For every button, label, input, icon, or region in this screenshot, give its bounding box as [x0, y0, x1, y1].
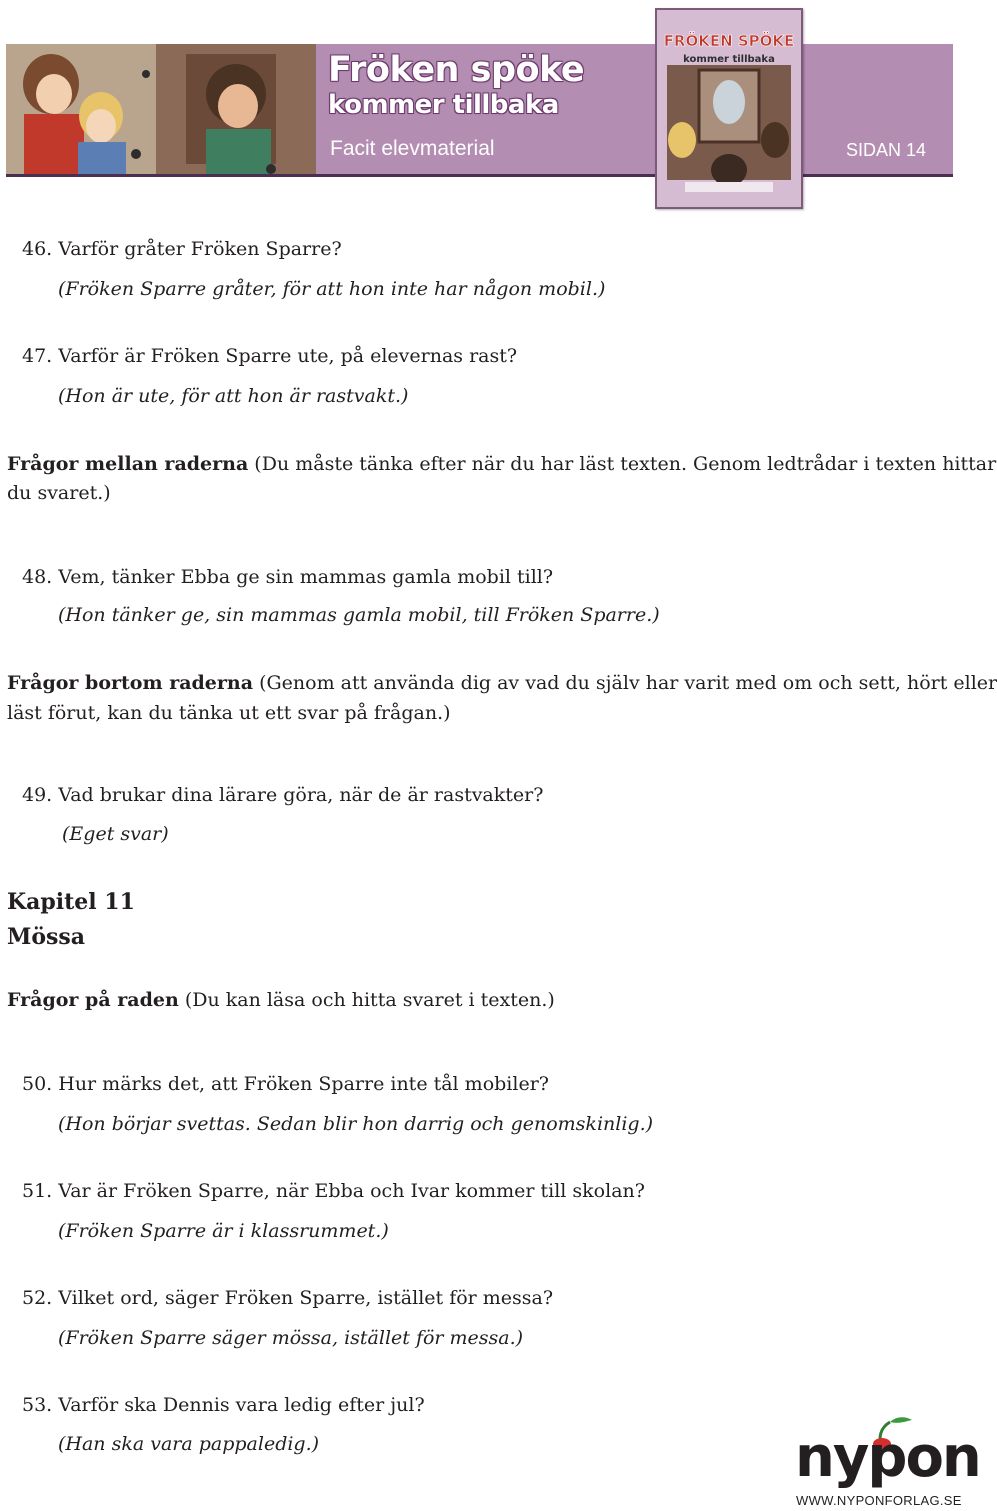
answer-48: (Hon tänker ge, sin mammas gamla mobil, till Fröken Sparre.) [58, 604, 660, 626]
book-cover-title: FRÖKEN SPÖKE [663, 32, 795, 50]
question-50: 50. Hur märks det, att Fröken Sparre inte tål mobiler? [22, 1073, 549, 1095]
answer-53: (Han ska vara pappaledig.) [58, 1433, 320, 1455]
chapter-heading: Kapitel 11 [7, 889, 135, 915]
answer-47: (Hon är ute, för att hon är rastvakt.) [58, 385, 409, 407]
question-46: 46. Varför gråter Fröken Sparre? [22, 238, 342, 260]
publisher-url: WWW.NYPONFORLAG.SE [796, 1493, 962, 1508]
header-illustration [6, 44, 316, 175]
chapter-title: Mössa [7, 924, 86, 950]
header-rule [6, 174, 953, 177]
section-instructions: (Genom att använda dig av vad du själv har varit med om och sett, hört eller [253, 672, 997, 694]
section-instructions: (Du kan läsa och hitta svaret i texten.) [178, 989, 555, 1011]
section-label: Frågor mellan raderna [7, 453, 249, 475]
section-label: Frågor på raden [7, 989, 179, 1011]
question-48: 48. Vem, tänker Ebba ge sin mammas gamla mobil till? [22, 566, 554, 588]
section-instructions-cont: du svaret.) [7, 482, 111, 504]
question-52: 52. Vilket ord, säger Fröken Sparre, istället för messa? [22, 1287, 554, 1309]
header-subtitle: Facit elevmaterial [330, 137, 495, 160]
question-53: 53. Varför ska Dennis vara ledig efter jul? [22, 1394, 425, 1416]
header-title-line2: kommer tillbaka [328, 90, 559, 120]
answer-46: (Fröken Sparre gråter, för att hon inte har någon mobil.) [58, 278, 606, 300]
book-cover-image [655, 8, 803, 209]
answer-52: (Fröken Sparre säger mössa, istället för messa.) [58, 1327, 524, 1349]
question-47: 47. Varför är Fröken Sparre ute, på elevernas rast? [22, 345, 518, 367]
section-instructions: (Du måste tänka efter när du har läst texten. Genom ledtrådar i texten hittar [248, 453, 997, 475]
page-number: SIDAN 14 [846, 140, 927, 160]
section-heading-between-lines [7, 453, 996, 475]
section-heading-on-lines [7, 989, 555, 1011]
question-51: 51. Var är Fröken Sparre, när Ebba och Ivar kommer till skolan? [22, 1180, 645, 1202]
answer-50: (Hon börjar svettas. Sedan blir hon darrig och genomskinlig.) [58, 1113, 654, 1135]
section-label: Frågor bortom raderna [7, 672, 254, 694]
answer-51: (Fröken Sparre är i klassrummet.) [58, 1220, 389, 1242]
question-49: 49. Vad brukar dina lärare göra, när de är rastvakter? [22, 784, 544, 806]
header-title: Fröken spöke [328, 50, 585, 90]
section-heading-beyond-lines [7, 672, 997, 694]
book-cover-subtitle: kommer tillbaka [683, 54, 775, 65]
section-instructions-cont: läst förut, kan du tänka ut ett svar på frågan.) [7, 702, 451, 724]
answer-49: (Eget svar) [62, 823, 169, 845]
nypon-logo: nypon [795, 1425, 980, 1490]
